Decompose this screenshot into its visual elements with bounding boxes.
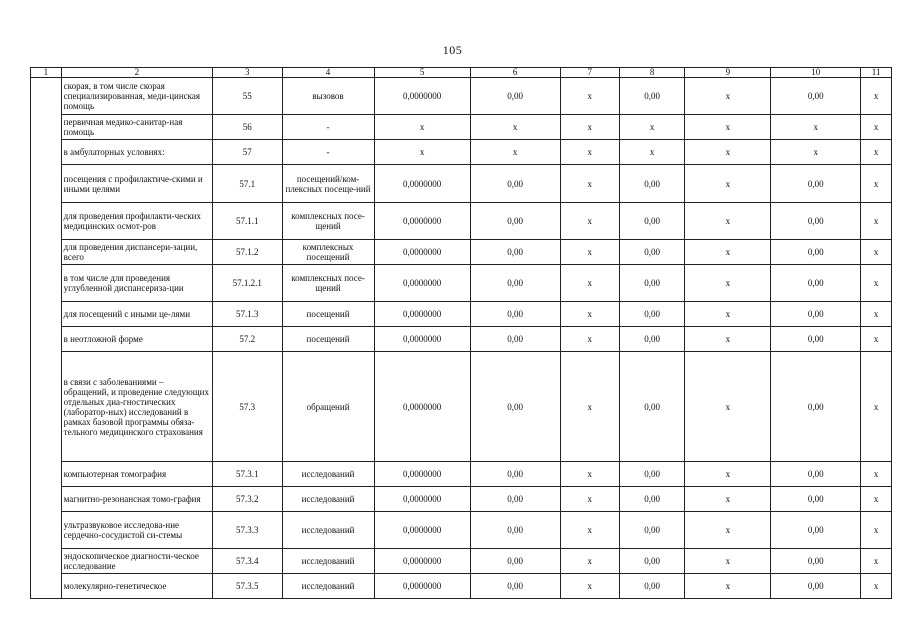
value-cell: 0,00 — [771, 165, 861, 203]
value-cell: x — [560, 327, 619, 352]
table-row — [31, 78, 892, 115]
row-name-cell: для посещений с иными це-лями — [61, 302, 212, 327]
column-header: 7 — [560, 68, 619, 78]
row-code-cell: 57.3.5 — [213, 574, 283, 599]
value-cell: x — [685, 512, 771, 549]
value-cell: 0,00 — [771, 352, 861, 462]
value-cell: 0,00 — [470, 265, 560, 302]
value-cell: 0,00 — [619, 327, 684, 352]
value-cell: 0,00 — [470, 327, 560, 352]
value-cell: 0,00 — [619, 549, 684, 574]
value-cell: 0,00 — [771, 302, 861, 327]
value-cell: 0,0000000 — [374, 78, 470, 115]
value-cell: x — [560, 140, 619, 165]
row-unit-cell: комплексных посе-щений — [282, 265, 374, 302]
value-cell: 0,00 — [619, 352, 684, 462]
value-cell: x — [560, 549, 619, 574]
table-row — [31, 115, 892, 140]
row-unit-cell: комплексных посещений — [282, 240, 374, 265]
value-cell: 0,00 — [470, 240, 560, 265]
row-code-cell: 57.2 — [213, 327, 283, 352]
value-cell: 0,0000000 — [374, 240, 470, 265]
value-cell: x — [861, 574, 892, 599]
row-name-cell: в том числе для проведения углубленной диспансериза-ции — [61, 265, 212, 302]
table-row — [31, 327, 892, 352]
value-cell: x — [861, 352, 892, 462]
row-unit-cell: посещений — [282, 302, 374, 327]
value-cell: 0,0000000 — [374, 574, 470, 599]
table-row — [31, 549, 892, 574]
table-row — [31, 240, 892, 265]
row-unit-cell: вызовов — [282, 78, 374, 115]
row-code-cell: 57.3.2 — [213, 487, 283, 512]
value-cell: x — [685, 115, 771, 140]
value-cell: x — [560, 78, 619, 115]
value-cell: x — [861, 140, 892, 165]
value-cell: x — [619, 115, 684, 140]
table-row — [31, 574, 892, 599]
value-cell: x — [685, 240, 771, 265]
value-cell: 0,0000000 — [374, 203, 470, 240]
row-name-cell: компьютерная томография — [61, 462, 212, 487]
value-cell: 0,00 — [771, 549, 861, 574]
row-unit-cell: комплексных посе-щений — [282, 203, 374, 240]
value-cell: 0,00 — [470, 165, 560, 203]
value-cell: 0,0000000 — [374, 462, 470, 487]
value-cell: 0,00 — [771, 574, 861, 599]
value-cell: 0,0000000 — [374, 549, 470, 574]
value-cell: x — [560, 574, 619, 599]
value-cell: 0,00 — [470, 574, 560, 599]
column-header: 5 — [374, 68, 470, 78]
value-cell: 0,00 — [771, 203, 861, 240]
row-name-cell: в связи с заболеваниями – обращений, и проведение следующих отдельных диа-гностических (лаборатор-ных) исследований в рамках базовой программы обяза-тельного медицинского страхования — [61, 352, 212, 462]
row-name-cell: эндоскопическое диагности-ческое исследование — [61, 549, 212, 574]
data-table — [30, 67, 892, 599]
value-cell: x — [861, 327, 892, 352]
table-row — [31, 462, 892, 487]
value-cell: 0,00 — [619, 240, 684, 265]
value-cell: x — [374, 140, 470, 165]
value-cell: 0,00 — [771, 240, 861, 265]
value-cell: 0,00 — [619, 265, 684, 302]
value-cell: x — [861, 487, 892, 512]
value-cell: 0,00 — [619, 78, 684, 115]
value-cell: 0,0000000 — [374, 487, 470, 512]
table-row — [31, 165, 892, 203]
row-name-cell: магнитно-резонансная томо-графия — [61, 487, 212, 512]
value-cell: 0,00 — [470, 462, 560, 487]
value-cell: x — [470, 115, 560, 140]
value-cell: x — [685, 140, 771, 165]
table-row — [31, 140, 892, 165]
column-header: 3 — [213, 68, 283, 78]
value-cell: 0,00 — [470, 302, 560, 327]
row-unit-cell: посещений — [282, 327, 374, 352]
value-cell: x — [685, 352, 771, 462]
column-header: 10 — [771, 68, 861, 78]
row-code-cell: 57 — [213, 140, 283, 165]
value-cell: x — [560, 165, 619, 203]
row-unit-cell: посещений/ком-плексных посеще-ний — [282, 165, 374, 203]
value-cell: 0,0000000 — [374, 352, 470, 462]
value-cell: x — [560, 512, 619, 549]
row-code-cell: 57.1.2.1 — [213, 265, 283, 302]
value-cell: x — [685, 574, 771, 599]
value-cell: x — [560, 240, 619, 265]
row-name-cell: скорая, в том числе скорая специализированная, меди-цинская помощь — [61, 78, 212, 115]
value-cell: 0,00 — [619, 487, 684, 512]
row-unit-cell: - — [282, 140, 374, 165]
value-cell: 0,00 — [771, 487, 861, 512]
value-cell: 0,0000000 — [374, 512, 470, 549]
value-cell: x — [560, 203, 619, 240]
value-cell: x — [685, 462, 771, 487]
value-cell: x — [685, 302, 771, 327]
value-cell: 0,0000000 — [374, 327, 470, 352]
value-cell: 0,00 — [470, 487, 560, 512]
row-name-cell: для проведения профилакти-ческих медицинских осмот-ров — [61, 203, 212, 240]
row-name-cell: первичная медико-санитар-ная помощь — [61, 115, 212, 140]
value-cell: 0,00 — [771, 327, 861, 352]
value-cell: 0,0000000 — [374, 165, 470, 203]
column-header: 6 — [470, 68, 560, 78]
value-cell: 0,00 — [771, 78, 861, 115]
value-cell: x — [560, 462, 619, 487]
row-code-cell: 57.3.4 — [213, 549, 283, 574]
value-cell: x — [685, 203, 771, 240]
value-cell: x — [374, 115, 470, 140]
value-cell: x — [861, 78, 892, 115]
row-code-cell: 56 — [213, 115, 283, 140]
value-cell: 0,0000000 — [374, 265, 470, 302]
column-header: 8 — [619, 68, 684, 78]
row-code-cell: 57.1 — [213, 165, 283, 203]
value-cell: x — [560, 265, 619, 302]
row-name-cell: в неотложной форме — [61, 327, 212, 352]
value-cell: x — [861, 302, 892, 327]
value-cell: x — [861, 549, 892, 574]
table-row — [31, 203, 892, 240]
value-cell: 0,00 — [771, 265, 861, 302]
column-header: 11 — [861, 68, 892, 78]
value-cell: x — [861, 115, 892, 140]
row-code-cell: 57.3.1 — [213, 462, 283, 487]
row-unit-cell: исследований — [282, 512, 374, 549]
row-code-cell: 57.3.3 — [213, 512, 283, 549]
value-cell: x — [560, 352, 619, 462]
value-cell: x — [861, 265, 892, 302]
value-cell: 0,00 — [619, 512, 684, 549]
row-unit-cell: исследований — [282, 462, 374, 487]
value-cell: 0,00 — [619, 165, 684, 203]
value-cell: x — [685, 549, 771, 574]
value-cell: 0,00 — [771, 462, 861, 487]
value-cell: x — [685, 487, 771, 512]
value-cell: 0,00 — [470, 352, 560, 462]
value-cell: 0,0000000 — [374, 302, 470, 327]
value-cell: x — [560, 487, 619, 512]
row-code-cell: 57.1.3 — [213, 302, 283, 327]
value-cell: 0,00 — [470, 203, 560, 240]
value-cell: x — [685, 78, 771, 115]
value-cell: 0,00 — [470, 512, 560, 549]
value-cell: x — [619, 140, 684, 165]
row-name-cell: ультразвуковое исследова-ние сердечно-сосудистой си-стемы — [61, 512, 212, 549]
value-cell: x — [861, 512, 892, 549]
row-code-cell: 57.1.1 — [213, 203, 283, 240]
value-cell: 0,00 — [619, 574, 684, 599]
value-cell: x — [771, 115, 861, 140]
table-header — [31, 68, 892, 78]
column-number-row — [31, 68, 892, 78]
table-row — [31, 352, 892, 462]
row-unit-cell: исследований — [282, 549, 374, 574]
row-unit-cell: обращений — [282, 352, 374, 462]
table-row — [31, 265, 892, 302]
row-name-cell: посещения с профилактиче-скими и иными целями — [61, 165, 212, 203]
value-cell: x — [470, 140, 560, 165]
value-cell: 0,00 — [470, 78, 560, 115]
page-number: 105 — [442, 43, 463, 57]
row-code-cell: 55 — [213, 78, 283, 115]
column-header: 2 — [61, 68, 212, 78]
group-cell — [31, 78, 62, 599]
value-cell: x — [861, 203, 892, 240]
table-body — [31, 78, 892, 599]
value-cell: 0,00 — [470, 549, 560, 574]
value-cell: x — [560, 115, 619, 140]
value-cell: 0,00 — [771, 512, 861, 549]
value-cell: x — [685, 327, 771, 352]
value-cell: x — [685, 265, 771, 302]
table-row — [31, 487, 892, 512]
row-code-cell: 57.3 — [213, 352, 283, 462]
row-name-cell: для проведения диспансери-зации, всего — [61, 240, 212, 265]
column-header: 9 — [685, 68, 771, 78]
value-cell: x — [685, 165, 771, 203]
column-header: 1 — [31, 68, 62, 78]
value-cell: x — [861, 462, 892, 487]
column-header: 4 — [282, 68, 374, 78]
value-cell: x — [771, 140, 861, 165]
table-row — [31, 302, 892, 327]
row-name-cell: в амбулаторных условиях: — [61, 140, 212, 165]
row-unit-cell: - — [282, 115, 374, 140]
value-cell: x — [861, 240, 892, 265]
value-cell: 0,00 — [619, 302, 684, 327]
table-row — [31, 512, 892, 549]
row-unit-cell: исследований — [282, 487, 374, 512]
value-cell: x — [560, 302, 619, 327]
row-name-cell: молекулярно-генетическое — [61, 574, 212, 599]
value-cell: 0,00 — [619, 462, 684, 487]
row-unit-cell: исследований — [282, 574, 374, 599]
row-code-cell: 57.1.2 — [213, 240, 283, 265]
value-cell: 0,00 — [619, 203, 684, 240]
value-cell: x — [861, 165, 892, 203]
